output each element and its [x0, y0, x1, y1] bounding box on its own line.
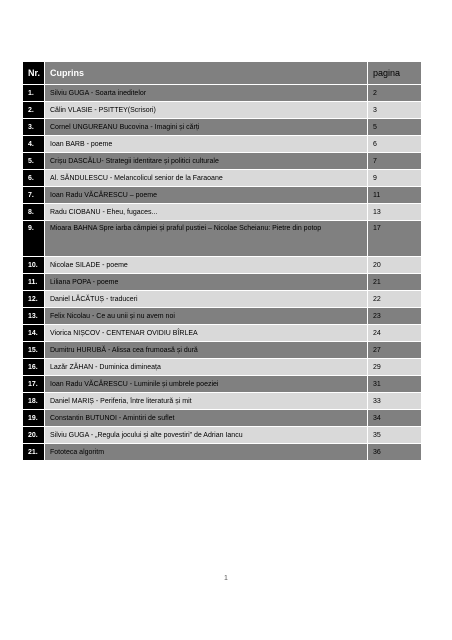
table-row — [23, 257, 422, 274]
row-title: Al. SĂNDULESCU - Melancolicul senior de la Faraoane — [45, 170, 368, 187]
table-row — [23, 153, 422, 170]
row-title: Ioan Radu VĂCĂRESCU – poeme — [45, 187, 368, 204]
row-nr: 16. — [23, 359, 45, 376]
row-title: Silviu GUGA - Soarta ineditelor — [45, 85, 368, 102]
row-nr: 14. — [23, 325, 45, 342]
page-number: 1 — [224, 575, 228, 582]
row-title: Daniel MARIȘ - Periferia, între literatură și mit — [45, 393, 368, 410]
table-of-contents — [22, 61, 422, 461]
row-title: Fototeca algoritm — [45, 444, 368, 461]
row-title: Lazăr ZĂHAN - Duminica dimineața — [45, 359, 368, 376]
row-page: 11 — [368, 187, 422, 204]
row-page: 35 — [368, 427, 422, 444]
row-nr: 12. — [23, 291, 45, 308]
table-row — [23, 170, 422, 187]
row-title: Constantin BUTUNOI - Amintiri de suflet — [45, 410, 368, 427]
table-row — [23, 325, 422, 342]
table-row — [23, 359, 422, 376]
row-page: 7 — [368, 153, 422, 170]
row-page: 36 — [368, 444, 422, 461]
row-page: 23 — [368, 308, 422, 325]
row-page: 31 — [368, 376, 422, 393]
row-nr: 4. — [23, 136, 45, 153]
row-title: Călin VLASIE - PSITTEY(Scrisori) — [45, 102, 368, 119]
header-page: pagina — [368, 62, 422, 85]
row-nr: 15. — [23, 342, 45, 359]
table-row — [23, 136, 422, 153]
row-page: 9 — [368, 170, 422, 187]
table-row — [23, 376, 422, 393]
table-row — [23, 444, 422, 461]
table-row — [23, 427, 422, 444]
table-row — [23, 187, 422, 204]
table-row — [23, 102, 422, 119]
row-title: Daniel LĂCĂTUȘ - traduceri — [45, 291, 368, 308]
row-nr: 11. — [23, 274, 45, 291]
row-title: Nicolae SILADE - poeme — [45, 257, 368, 274]
row-title: Crișu DASCĂLU- Strategii identitare și politici culturale — [45, 153, 368, 170]
table-row — [23, 291, 422, 308]
row-page: 20 — [368, 257, 422, 274]
row-nr: 21. — [23, 444, 45, 461]
table-row — [23, 410, 422, 427]
table-row — [23, 274, 422, 291]
row-title: Ioan BARB - poeme — [45, 136, 368, 153]
table-header-row — [23, 62, 422, 85]
table-row — [23, 393, 422, 410]
row-page: 24 — [368, 325, 422, 342]
row-nr: 1. — [23, 85, 45, 102]
row-nr: 13. — [23, 308, 45, 325]
row-nr: 18. — [23, 393, 45, 410]
row-page: 5 — [368, 119, 422, 136]
row-nr: 6. — [23, 170, 45, 187]
row-title: Viorica NIȘCOV - CENTENAR OVIDIU BÎRLEA — [45, 325, 368, 342]
row-page: 6 — [368, 136, 422, 153]
row-nr: 2. — [23, 102, 45, 119]
row-title: Cornel UNGUREANU Bucovina - Imagini și cărți — [45, 119, 368, 136]
header-nr: Nr. — [23, 62, 45, 85]
row-nr: 17. — [23, 376, 45, 393]
row-nr: 7. — [23, 187, 45, 204]
table-row — [23, 342, 422, 359]
row-page: 3 — [368, 102, 422, 119]
row-nr: 3. — [23, 119, 45, 136]
row-nr: 9. — [23, 221, 45, 257]
row-page: 29 — [368, 359, 422, 376]
row-page: 2 — [368, 85, 422, 102]
row-nr: 5. — [23, 153, 45, 170]
row-page: 34 — [368, 410, 422, 427]
row-title: Dumitru HURUBĂ - Alissa cea frumoasă și dură — [45, 342, 368, 359]
row-title: Radu CIOBANU - Eheu, fugaces... — [45, 204, 368, 221]
row-page: 33 — [368, 393, 422, 410]
row-page: 13 — [368, 204, 422, 221]
row-nr: 8. — [23, 204, 45, 221]
table-row — [23, 119, 422, 136]
table-row — [23, 308, 422, 325]
row-title: Silviu GUGA - „Regula jocului și alte povestiri” de Adrian Iancu — [45, 427, 368, 444]
row-page: 22 — [368, 291, 422, 308]
row-nr: 10. — [23, 257, 45, 274]
row-title: Ioan Radu VĂCĂRESCU - Luminile și umbrele poeziei — [45, 376, 368, 393]
row-title: Liliana POPA - poeme — [45, 274, 368, 291]
row-title: Mioara BAHNA Spre iarba câmpiei și praful pustiei – Nicolae Scheianu: Pietre din potop — [45, 221, 368, 257]
header-title: Cuprins — [45, 62, 368, 85]
table-row — [23, 221, 422, 257]
row-title: Felix Nicolau - Ce au unii și nu avem noi — [45, 308, 368, 325]
table-row — [23, 85, 422, 102]
row-nr: 20. — [23, 427, 45, 444]
row-page: 17 — [368, 221, 422, 257]
row-nr: 19. — [23, 410, 45, 427]
table-row — [23, 204, 422, 221]
row-page: 27 — [368, 342, 422, 359]
row-page: 21 — [368, 274, 422, 291]
